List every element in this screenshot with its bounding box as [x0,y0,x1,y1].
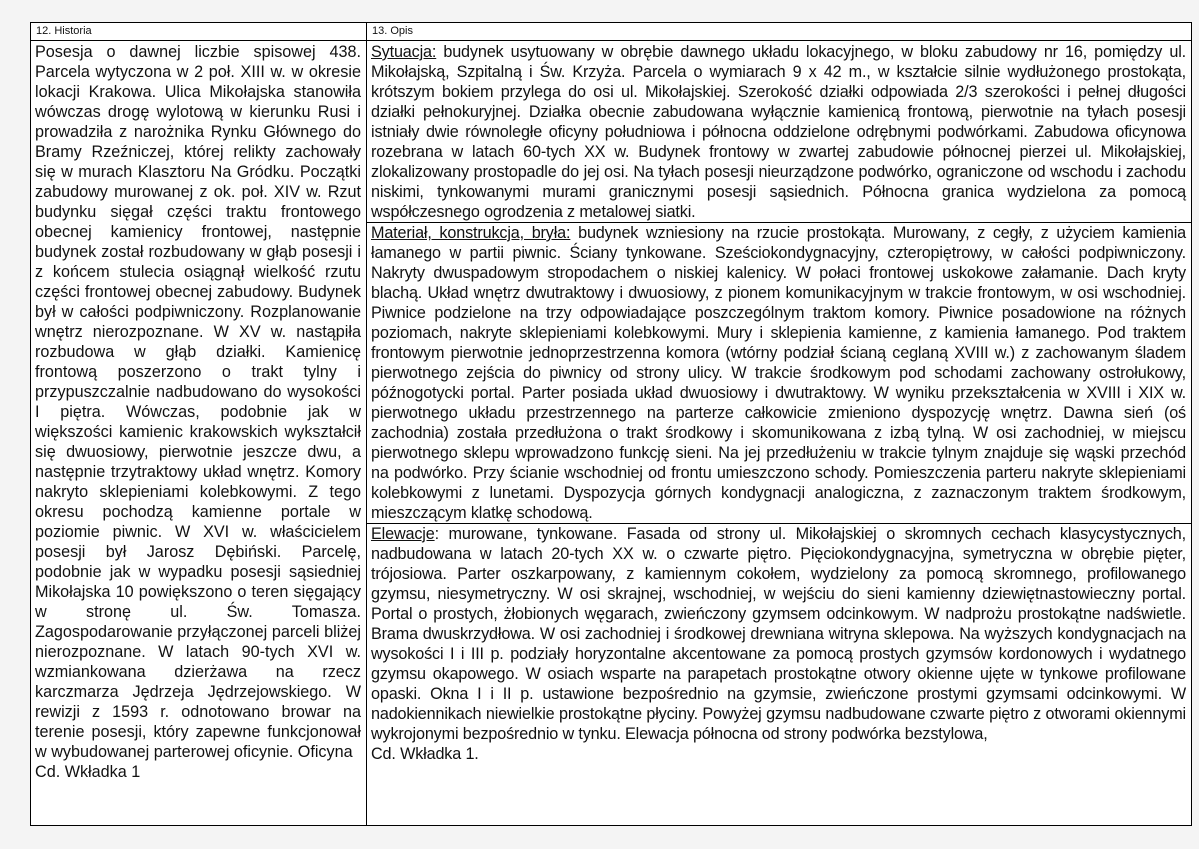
section-material [371,223,1186,523]
section-situation-text: budynek usytuowany w obrębie dawnego układu lokacyjnego, w bloku zabudowy nr 16, pomiędzy ul. Mikołajską, Szpitalną i Św. Krzyża. Parcela o wymiarach 9 x 42 m., w kształcie silnie wydłużonego prostokąta, krótszym bokiem przylega do osi ul. Mikołajskiej. Szerokość działki odpowiada 2/3 szerokości i pełnej długości działki pełnokuryjnej. Działka obecnie zabudowana wyłącznie kamienicą frontową, pierwotnie na tyłach posesji istniały dwie równoległe oficyny południowa i północna oddzielone odrębnymi podwórkami. Zabudowa oficynowa rozebrana w latach 60-tych XX w. Budynek frontowy w zwartej zabudowie północnej pierzei ul. Mikołajskiej, zlokalizowany prostopadle do jej osi. Na tyłach posesji nieurządzone podwórko, ograniczone od wschodu i zachodu niskimi, tynkowanymi murami granicznymi posesji sąsiednich. Północna granica wydzielona za pomocą współczesnego ogrodzenia z metalowej siatki. [371,43,1186,221]
section-situation-label: Sytuacja: [371,43,437,61]
record-card [30,22,1192,826]
section-situation [371,42,1186,222]
history-continued: Cd. Wkładka 1 [35,763,141,781]
section-material-label: Materiał, konstrukcja, bryła: [371,224,571,242]
section-material-text: budynek wzniesiony na rzucie prostokąta. Murowany, z cegły, z użyciem kamienia łamanego w partii piwnic. Ściany tynkowane. Sześciokondygnacyjny, czteropiętrowy, w całości podpiwniczony. Nakryty dwuspadowym stropodachem o niskiej kalenicy. W połaci frontowej uskokowe załamanie. Dach kryty blachą. Układ wnętrz dwutraktowy i dwuosiowy, z pionem komunikacyjnym w trakcie frontowym, w osi wschodniej. Piwnice podzielone na trzy odpowiadające poszczególnym traktom komory. Piwnice posadowione na różnych poziomach, nakryte sklepieniami kolebkowymi. Mury i sklepienia kamienne, z kamienia łamanego. Pod traktem frontowym pierwotnie jednoprzestrzenna komora (wtórny podział ścianą ceglaną XVIII w.) z zachowanym śladem pierwotnego zejścia do piwnicy od strony ulicy. W trakcie środkowym pod schodami zachowany ostrołukowy, późnogotycki portal. Parter posiada układ dwuosiowy i dwutraktowy. W wyniku przekształcenia w XVIII i XIX w. pierwotnego układu przestrzennego na parterze całkowicie zmieniono dyspozycję wnętrz. Dawna sień (oś zachodnia) została przedłużona o trakt środkowy i skomunikowana z izbą tylną. W osi zachodniej, w miejscu pierwotnego sklepu wprowadzono funkcję sieni. Na jej przedłużeniu w trakcie tylnym znajduje się wąski przechód na podwórko. Przy ścianie wschodniej od frontu umieszczono schody. Pomieszczenia parteru nakryte sklepieniami kolebkowymi z lunetami. Dyspozycja górnych kondygnacji analogiczna, z zaznaczonym traktem środkowym, mieszczącym klatkę schodową. [371,224,1186,522]
description-text-block [367,41,1191,764]
section-elevations-text: : murowane, tynkowane. Fasada od strony ul. Mikołajskiej o skromnych cechach klasycystycznych, nadbudowana w latach 20-tych XX w. o czwarte piętro. Pięciokondygnacyjna, symetryczna w obrębie pięter, trójosiowa. Parter oszkarpowany, z kamiennym cokołem, wydzielony za pomocą skromnego, profilowanego gzymsu, niesymetryczny. W osi skrajnej, wschodniej, w wejściu do sieni kamienny dziewiętnastowieczny portal. Portal o prostych, żłobionych węgarach, zwieńczony gzymsem odcinkowym. W nadprożu prostokątne nadświetle. Brama dwuskrzydłowa. W osi zachodniej i środkowej drewniana witryna sklepowa. Na wyższych kondygnacjach na wysokości I i III p. podziały horyzontalne akcentowane za pomocą prostych gzymsów kordonowych i wydatnego gzymsu okapowego. W osiach wsparte na parapetach prostokątne otwory okienne ujęte w tynkowe profilowane opaski. Okna I i II p. ustawione bezpośrednio na gzymsie, zwieńczone prostymi gzymsami odcinkowymi. W nadokiennikach niewielkie prostokątne płyciny. Powyżej gzymsu nadbudowane czwarte piętro z otworami okiennymi wykrojonymi bezpośrednio w tynku. Elewacja północna od strony podwórka bezstylowa, [371,525,1186,743]
history-text: Posesja o dawnej liczbie spisowej 438. Parcela wytyczona w 2 poł. XIII w. w okresie lokacji Krakowa. Ulica Mikołajska stanowiła wówczas drogę wylotową w kierunku Rusi i prowadziła z narożnika Rynku Głównego do Bramy Rzeźniczej, której relikty zachowały się w murach Klasztoru Na Gródku. Początki zabudowy murowanej z ok. poł. XIV w. Rzut budynku sięgał części traktu frontowego obecnej kamienicy frontowej, następnie budynek został rozbudowany w głąb posesji i z końcem stulecia osiągnął wielkość rzutu części frontowej obecnej zabudowy. Budynek był w całości podpiwniczony. Rozplanowanie wnętrz nierozpoznane. W XV w. nastąpiła rozbudowa w głąb działki. Kamienicę frontową poszerzono o trakt tylny i przypuszczalnie nadbudowano do wysokości I piętra. Wówczas, podobnie jak w większości kamienic krakowskich wykształcił się dwuosiowy, pierwotnie jeszcze dwu, a następnie trzytraktowy układ wnętrz. Komory nakryto sklepieniami kolebkowymi. Z tego okresu pochodzą kamienne portale w poziomie piwnic. W XVI w. właścicielem posesji był Jarosz Dębiński. Parcelę, podobnie jak w wypadku posesji sąsiedniej Mikołajska 10 powiększono o teren sięgający w stronę ul. Św. Tomasza. Zagospodarowanie przyłączonej parceli bliżej nierozpoznane. W latach 90-tych XVI w. wzmiankowana dzierżawa na rzecz karczmarza Jędrzeja Jędrzejowskiego. W rewizji z 1593 r. odnotowano browar na terenie posesji, który zapewne funkcjonował w wybudowanej parterowej oficynie. Oficyna [35,43,361,761]
history-header: 12. Historia [31,23,366,41]
history-column [31,23,367,825]
history-text-block [31,41,366,782]
description-header: 13. Opis [367,23,1191,41]
section-elevations-label: Elewacje [371,525,435,543]
section-elevations [371,524,1186,744]
description-continued: Cd. Wkładka 1. [371,745,479,763]
description-column [367,23,1191,825]
